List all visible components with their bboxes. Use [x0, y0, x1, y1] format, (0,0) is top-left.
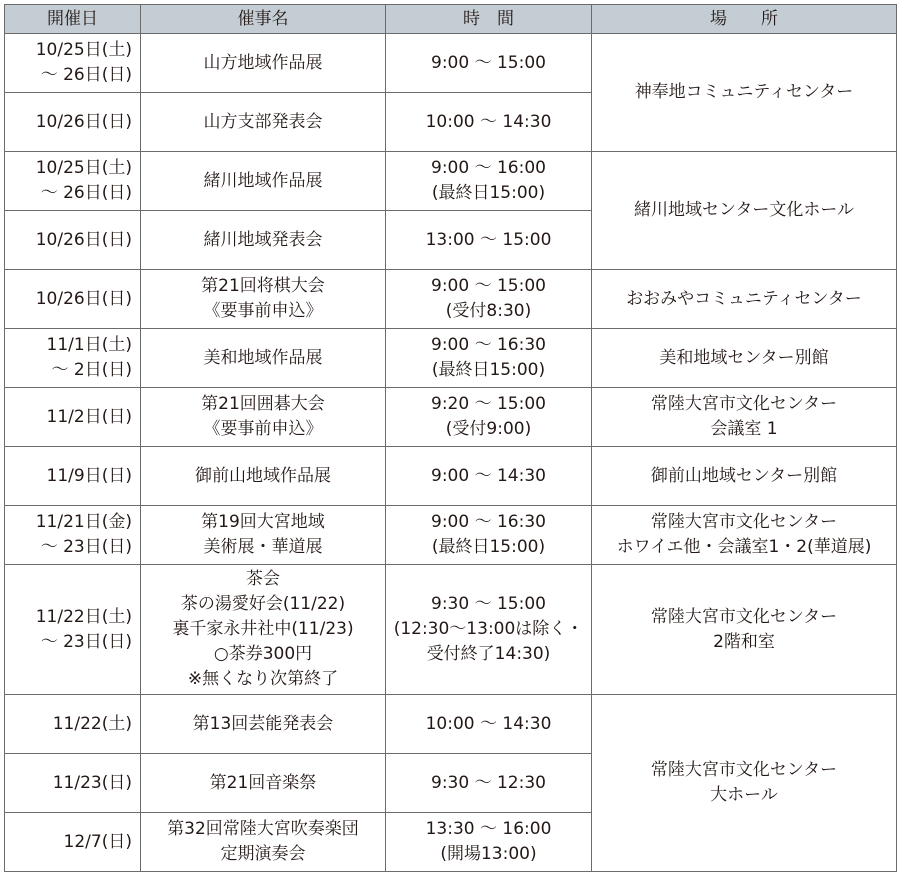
- event-cell: 山方地域作品展: [141, 34, 386, 93]
- time-cell: 13:00 ～ 15:00: [386, 211, 592, 270]
- table-row: [5, 270, 897, 329]
- date-cell: 11/21日(金) ～ 23日(日): [5, 506, 141, 565]
- time-cell: 9:00 ～ 14:30: [386, 447, 592, 506]
- event-cell: 第21回囲碁大会 《要事前申込》: [141, 388, 386, 447]
- place-cell: 神奉地コミュニティセンター: [592, 34, 897, 152]
- header-row: [5, 5, 897, 34]
- date-cell: 11/22日(土) ～ 23日(日): [5, 565, 141, 695]
- time-cell: 9:20 ～ 15:00 (受付9:00): [386, 388, 592, 447]
- event-cell: 山方支部発表会: [141, 93, 386, 152]
- place-cell: 常陸大宮市文化センター ホワイエ他・会議室1・2(華道展): [592, 506, 897, 565]
- event-cell: 茶会 茶の湯愛好会(11/22) 裏千家永井社中(11/23) ○茶券300円 ※無くなり次第終了: [141, 565, 386, 695]
- header-event: 催事名: [141, 5, 386, 34]
- event-cell: 美和地域作品展: [141, 329, 386, 388]
- event-cell: 緒川地域作品展: [141, 152, 386, 211]
- date-cell: 11/23(日): [5, 754, 141, 813]
- header-place: 場 所: [592, 5, 897, 34]
- time-cell: 9:00 ～ 15:00 (受付8:30): [386, 270, 592, 329]
- table-row: [5, 34, 897, 93]
- place-cell: 緒川地域センター文化ホール: [592, 152, 897, 270]
- table-row: [5, 152, 897, 211]
- events-table: [4, 4, 897, 872]
- date-cell: 10/25日(土) ～ 26日(日): [5, 34, 141, 93]
- date-cell: 11/9日(日): [5, 447, 141, 506]
- table-row: [5, 695, 897, 754]
- date-cell: 10/26日(日): [5, 211, 141, 270]
- header-time: 時 間: [386, 5, 592, 34]
- event-cell: 第19回大宮地域 美術展・華道展: [141, 506, 386, 565]
- time-cell: 9:00 ～ 15:00: [386, 34, 592, 93]
- event-cell: 第32回常陸大宮吹奏楽団 定期演奏会: [141, 813, 386, 872]
- table-row: [5, 506, 897, 565]
- event-cell: 御前山地域作品展: [141, 447, 386, 506]
- time-cell: 10:00 ～ 14:30: [386, 695, 592, 754]
- place-cell: おおみやコミュニティセンター: [592, 270, 897, 329]
- header-date: 開催日: [5, 5, 141, 34]
- date-cell: 10/26日(日): [5, 93, 141, 152]
- place-cell: 御前山地域センター別館: [592, 447, 897, 506]
- event-cell: 第21回将棋大会 《要事前申込》: [141, 270, 386, 329]
- date-cell: 10/25日(土) ～ 26日(日): [5, 152, 141, 211]
- table-row: [5, 565, 897, 695]
- place-cell: 常陸大宮市文化センター 2階和室: [592, 565, 897, 695]
- date-cell: 11/22(土): [5, 695, 141, 754]
- event-cell: 第21回音楽祭: [141, 754, 386, 813]
- event-cell: 緒川地域発表会: [141, 211, 386, 270]
- table-row: [5, 329, 897, 388]
- table-row: [5, 388, 897, 447]
- time-cell: 10:00 ～ 14:30: [386, 93, 592, 152]
- time-cell: 9:00 ～ 16:30 (最終日15:00): [386, 329, 592, 388]
- place-cell: 美和地域センター別館: [592, 329, 897, 388]
- date-cell: 12/7(日): [5, 813, 141, 872]
- time-cell: 9:30 ～ 15:00 (12:30～13:00は除く・ 受付終了14:30): [386, 565, 592, 695]
- place-cell: 常陸大宮市文化センター 大ホール: [592, 695, 897, 872]
- time-cell: 9:00 ～ 16:30 (最終日15:00): [386, 506, 592, 565]
- time-cell: 13:30 ～ 16:00 (開場13:00): [386, 813, 592, 872]
- time-cell: 9:00 ～ 16:00 (最終日15:00): [386, 152, 592, 211]
- event-cell: 第13回芸能発表会: [141, 695, 386, 754]
- time-cell: 9:30 ～ 12:30: [386, 754, 592, 813]
- date-cell: 11/1日(土) ～ 2日(日): [5, 329, 141, 388]
- place-cell: 常陸大宮市文化センター 会議室 1: [592, 388, 897, 447]
- date-cell: 11/2日(日): [5, 388, 141, 447]
- date-cell: 10/26日(日): [5, 270, 141, 329]
- table-row: [5, 447, 897, 506]
